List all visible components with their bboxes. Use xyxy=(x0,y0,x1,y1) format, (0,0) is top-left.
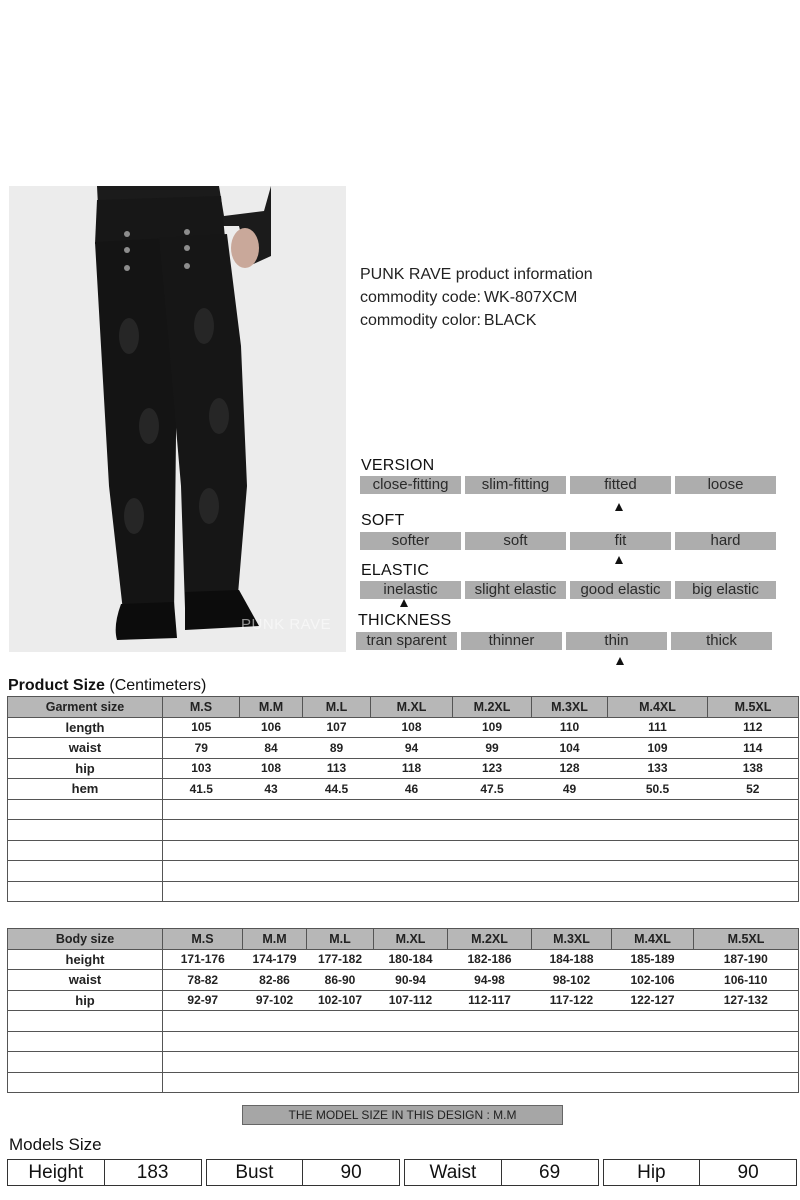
code-label: commodity code: xyxy=(360,289,481,306)
cell: 49 xyxy=(532,779,608,800)
measure-value: 69 xyxy=(539,1162,561,1183)
table-row xyxy=(8,779,799,800)
cell: 177-182 xyxy=(307,949,374,970)
empty-row xyxy=(8,799,799,820)
empty-cell xyxy=(8,820,163,841)
size-col: M.XL xyxy=(371,697,453,718)
body-size-header: Body size xyxy=(8,929,163,950)
cell: 128 xyxy=(532,758,608,779)
soft-option: fit xyxy=(570,532,671,550)
thickness-option: thick xyxy=(671,632,772,650)
thickness-option: thinner xyxy=(461,632,562,650)
measure-label: Hip xyxy=(604,1160,701,1185)
soft-title: SOFT xyxy=(361,512,405,529)
empty-row xyxy=(8,820,799,841)
elastic-scale xyxy=(360,581,776,599)
soft-selected-marker xyxy=(615,556,623,564)
empty-row xyxy=(8,1011,799,1032)
cell: 107 xyxy=(303,717,371,738)
size-col: M.M xyxy=(240,697,303,718)
cell: 78-82 xyxy=(163,970,243,991)
cell: 99 xyxy=(453,738,532,759)
empty-cell xyxy=(163,840,799,861)
cell: 86-90 xyxy=(307,970,374,991)
empty-row xyxy=(8,840,799,861)
row-label: hip xyxy=(8,758,163,779)
cell: 187-190 xyxy=(694,949,799,970)
commodity-color xyxy=(360,309,593,332)
product-size-unit: (Centimeters) xyxy=(109,677,207,694)
model-size-banner: THE MODEL SIZE IN THIS DESIGN : M.M xyxy=(242,1105,563,1125)
cell: 44.5 xyxy=(303,779,371,800)
cell: 113 xyxy=(303,758,371,779)
empty-row xyxy=(8,1072,799,1093)
cell: 47.5 xyxy=(453,779,532,800)
version-scale xyxy=(360,476,776,494)
row-label: waist xyxy=(8,970,163,991)
cell: 182-186 xyxy=(448,949,532,970)
product-size-heading: Product Size xyxy=(8,677,105,694)
row-label: hip xyxy=(8,990,163,1011)
table-row xyxy=(8,717,799,738)
size-col: M.3XL xyxy=(532,697,608,718)
elastic-option: good elastic xyxy=(570,581,671,599)
row-label: waist xyxy=(8,738,163,759)
cell: 106-110 xyxy=(694,970,799,991)
cell: 185-189 xyxy=(612,949,694,970)
cell: 184-188 xyxy=(532,949,612,970)
models-size-title: Models Size xyxy=(9,1135,102,1154)
cell: 103 xyxy=(163,758,240,779)
empty-cell xyxy=(163,1011,799,1032)
size-col: M.4XL xyxy=(612,929,694,950)
cell: 97-102 xyxy=(243,990,307,1011)
soft-option: hard xyxy=(675,532,776,550)
measure-value: 90 xyxy=(340,1162,362,1183)
empty-cell xyxy=(8,1052,163,1073)
measure-value: 90 xyxy=(737,1162,759,1183)
cell: 105 xyxy=(163,717,240,738)
cell: 52 xyxy=(708,779,799,800)
empty-cell xyxy=(163,799,799,820)
empty-row xyxy=(8,1052,799,1073)
thickness-option: tran sparent xyxy=(356,632,457,650)
empty-cell xyxy=(8,881,163,902)
empty-cell xyxy=(8,1031,163,1052)
thickness-scale xyxy=(356,632,772,650)
size-col: M.L xyxy=(303,697,371,718)
elastic-option: inelastic xyxy=(360,581,461,599)
empty-cell xyxy=(8,1011,163,1032)
cell: 122-127 xyxy=(612,990,694,1011)
empty-row xyxy=(8,861,799,882)
measure-label: Height xyxy=(8,1160,105,1185)
cell: 92-97 xyxy=(163,990,243,1011)
size-col: M.2XL xyxy=(453,697,532,718)
elastic-selected-marker xyxy=(400,599,408,607)
product-size-title xyxy=(8,677,206,695)
version-option: close-fitting xyxy=(360,476,461,494)
cell: 123 xyxy=(453,758,532,779)
soft-option: soft xyxy=(465,532,566,550)
cell: 98-102 xyxy=(532,970,612,991)
cell: 94 xyxy=(371,738,453,759)
table-row xyxy=(8,738,799,759)
size-col: M.4XL xyxy=(608,697,708,718)
color-label: commodity color: xyxy=(360,312,481,329)
cell: 114 xyxy=(708,738,799,759)
size-col: M.3XL xyxy=(532,929,612,950)
thickness-option: thin xyxy=(566,632,667,650)
empty-cell xyxy=(163,1052,799,1073)
version-option: fitted xyxy=(570,476,671,494)
soft-option: softer xyxy=(360,532,461,550)
version-option: loose xyxy=(675,476,776,494)
elastic-option: slight elastic xyxy=(465,581,566,599)
measure-label: Waist xyxy=(405,1160,502,1185)
table-row xyxy=(8,970,799,991)
thickness-title: THICKNESS xyxy=(358,612,452,629)
size-col: M.5XL xyxy=(694,929,799,950)
empty-cell xyxy=(163,820,799,841)
cell: 108 xyxy=(371,717,453,738)
color-value: BLACK xyxy=(483,312,537,329)
cell: 171-176 xyxy=(163,949,243,970)
body-size-table xyxy=(7,928,799,1093)
models-size-row xyxy=(7,1159,797,1186)
empty-cell xyxy=(163,1031,799,1052)
measure-label: Bust xyxy=(207,1160,304,1185)
cell: 106 xyxy=(240,717,303,738)
empty-cell xyxy=(163,881,799,902)
cell: 109 xyxy=(453,717,532,738)
cell: 94-98 xyxy=(448,970,532,991)
product-info xyxy=(360,263,593,332)
cell: 180-184 xyxy=(374,949,448,970)
model-measure-hip xyxy=(603,1159,798,1186)
cell: 110 xyxy=(532,717,608,738)
table-row xyxy=(8,758,799,779)
cell: 112-117 xyxy=(448,990,532,1011)
size-col: M.S xyxy=(163,929,243,950)
product-photo xyxy=(9,186,346,652)
size-col: M.S xyxy=(163,697,240,718)
garment-size-table xyxy=(7,696,799,902)
cell: 102-107 xyxy=(307,990,374,1011)
model-measure-height xyxy=(7,1159,202,1186)
version-selected-marker xyxy=(615,503,623,511)
version-option: slim-fitting xyxy=(465,476,566,494)
row-label: height xyxy=(8,949,163,970)
cell: 108 xyxy=(240,758,303,779)
empty-cell xyxy=(8,840,163,861)
cell: 133 xyxy=(608,758,708,779)
cell: 43 xyxy=(240,779,303,800)
measure-value: 183 xyxy=(136,1162,169,1183)
cell: 174-179 xyxy=(243,949,307,970)
brand-line: PUNK RAVE product information xyxy=(360,266,593,283)
thickness-selected-marker xyxy=(616,657,624,665)
size-col: M.XL xyxy=(374,929,448,950)
cell: 50.5 xyxy=(608,779,708,800)
elastic-title: ELASTIC xyxy=(361,562,430,579)
cell: 117-122 xyxy=(532,990,612,1011)
cell: 107-112 xyxy=(374,990,448,1011)
row-label: length xyxy=(8,717,163,738)
cell: 79 xyxy=(163,738,240,759)
commodity-code xyxy=(360,286,593,309)
cell: 111 xyxy=(608,717,708,738)
empty-cell xyxy=(8,799,163,820)
brand-watermark: PUNK RAVE xyxy=(241,616,332,633)
soft-scale xyxy=(360,532,776,550)
empty-cell xyxy=(8,861,163,882)
code-value: WK-807XCM xyxy=(483,289,578,306)
empty-cell xyxy=(163,1072,799,1093)
cell: 127-132 xyxy=(694,990,799,1011)
table-row xyxy=(8,990,799,1011)
cell: 112 xyxy=(708,717,799,738)
empty-cell xyxy=(8,1072,163,1093)
empty-row xyxy=(8,1031,799,1052)
trousers-illustration xyxy=(9,186,346,652)
size-col: M.L xyxy=(307,929,374,950)
model-measure-bust xyxy=(206,1159,401,1186)
cell: 138 xyxy=(708,758,799,779)
size-col: M.M xyxy=(243,929,307,950)
table-row xyxy=(8,949,799,970)
size-col: M.2XL xyxy=(448,929,532,950)
cell: 82-86 xyxy=(243,970,307,991)
garment-size-header: Garment size xyxy=(8,697,163,718)
cell: 89 xyxy=(303,738,371,759)
cell: 109 xyxy=(608,738,708,759)
cell: 118 xyxy=(371,758,453,779)
row-label: hem xyxy=(8,779,163,800)
cell: 41.5 xyxy=(163,779,240,800)
cell: 102-106 xyxy=(612,970,694,991)
cell: 84 xyxy=(240,738,303,759)
empty-cell xyxy=(163,861,799,882)
cell: 90-94 xyxy=(374,970,448,991)
version-title: VERSION xyxy=(361,457,435,474)
cell: 46 xyxy=(371,779,453,800)
cell: 104 xyxy=(532,738,608,759)
empty-row xyxy=(8,881,799,902)
elastic-option: big elastic xyxy=(675,581,776,599)
size-col: M.5XL xyxy=(708,697,799,718)
model-measure-waist xyxy=(404,1159,599,1186)
